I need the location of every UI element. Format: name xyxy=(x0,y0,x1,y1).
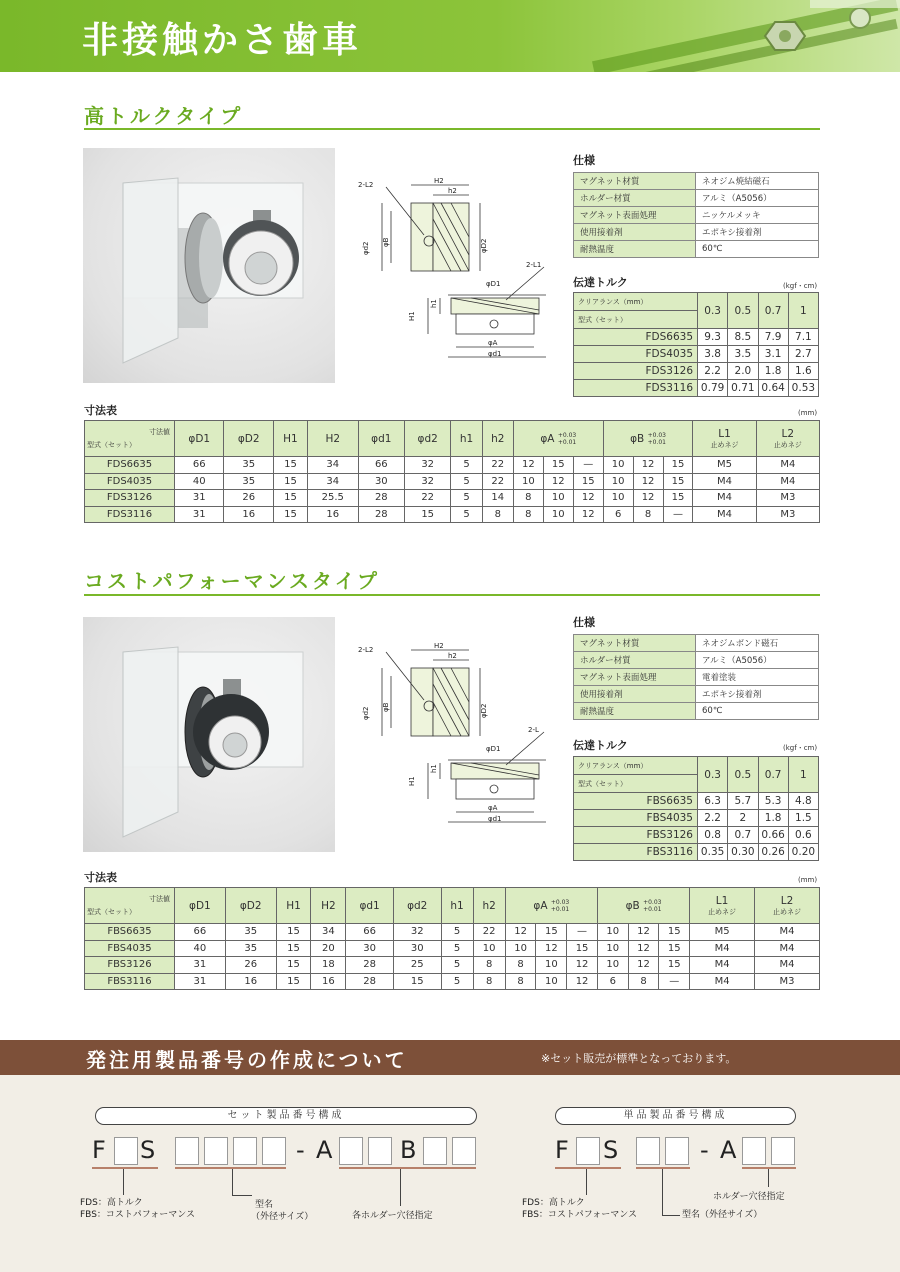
single-code-pill: 単品製品番号構成 xyxy=(555,1107,796,1125)
page-header xyxy=(0,0,900,72)
spec-key: マグネット材質 xyxy=(574,173,696,190)
dims-value-cell: 22 xyxy=(473,924,505,941)
annotation-line xyxy=(123,1169,124,1195)
dims-value-cell: 12 xyxy=(628,924,659,941)
dims-value-cell: 8 xyxy=(505,957,536,974)
dims-row xyxy=(85,457,820,474)
dims-value-cell: 12 xyxy=(628,940,659,957)
dims-value-cell: 34 xyxy=(311,924,346,941)
dims-value-cell: M5 xyxy=(693,457,756,474)
single-annotation-type: FDS：高トルク FBS：コストパフォーマンス xyxy=(522,1198,638,1220)
set-code-F: F xyxy=(92,1136,106,1164)
dims-value-cell: 8 xyxy=(473,973,505,990)
spec-row xyxy=(574,190,819,207)
set-code-box xyxy=(175,1137,199,1165)
dims-value-cell: 12 xyxy=(573,490,603,507)
page-title: 非接触かさ歯車 xyxy=(82,20,363,61)
section-divider xyxy=(84,594,820,596)
torque-clearance: 0.7 xyxy=(758,757,788,793)
dims-value-cell: 16 xyxy=(307,506,358,523)
spec-row xyxy=(574,635,819,652)
torque-clearance: 0.5 xyxy=(728,293,758,329)
dims-value-cell: M4 xyxy=(693,506,756,523)
dims-value-cell: 16 xyxy=(224,506,273,523)
dims-value-cell: 30 xyxy=(358,473,404,490)
spec-key: マグネット表面処理 xyxy=(574,207,696,224)
dims-value-cell: 15 xyxy=(276,957,311,974)
torque-clearance: 1 xyxy=(788,757,818,793)
set-code-B: B xyxy=(400,1136,417,1164)
torque-row: FDS3116 0.79 0.71 0.64 0.53 xyxy=(574,380,819,397)
torque-header-model: 型式（セット） xyxy=(574,775,698,793)
dims-model-cell: FDS4035 xyxy=(85,473,175,490)
set-code-box xyxy=(233,1137,257,1165)
spec-value: 電着塗装 xyxy=(696,669,819,686)
spec-row xyxy=(574,207,819,224)
single-code-box xyxy=(636,1137,660,1165)
spec-table xyxy=(573,634,819,720)
set-code-box xyxy=(339,1137,363,1165)
dims-model-cell: FBS3116 xyxy=(85,973,175,990)
dims-value-cell: 32 xyxy=(405,457,451,474)
dimension-table: 寸法値 型式（セット） φD1 φD2 H1 H2 φd1 φd2 h1 h2 φA +0.03 +0.01 φB +0.03 +0.01 L1 止めネジ L2 止めネジ FBS6635 66 35 15 34 66 32 5 22 12 15 — 10 12 15 M5 M4 FBS4035 40 35 15 20 30 30 5 10 10 12 15 10 12 15 M4 M4 FBS3126 31 26 15 18 28 25 5 8 8 10 12 10 12 15 M4 M4 FBS3116 31 16 15 16 28 15 5 8 8 10 12 6 8 — M4 M3 xyxy=(84,887,820,990)
dims-value-cell: 12 xyxy=(633,490,663,507)
dims-value-cell: 32 xyxy=(393,924,441,941)
dims-value-cell: 26 xyxy=(225,957,276,974)
single-code-F: F xyxy=(555,1136,569,1164)
dims-value-cell: 22 xyxy=(405,490,451,507)
spec-title: 仕様 xyxy=(573,154,595,167)
single-code-box xyxy=(742,1137,766,1165)
dims-value-cell: 5 xyxy=(451,457,482,474)
annotation-line xyxy=(232,1195,252,1196)
dims-value-cell: 15 xyxy=(276,973,311,990)
dims-value-cell: 40 xyxy=(175,940,226,957)
dims-value-cell: 66 xyxy=(358,457,404,474)
dims-row xyxy=(85,924,820,941)
set-code-pill: セット製品番号構成 xyxy=(95,1107,477,1125)
section-title-cost-performance: コストパフォーマンスタイプ xyxy=(84,569,380,593)
spec-key: 耐熱温度 xyxy=(574,703,696,720)
spec-row xyxy=(574,686,819,703)
dims-value-cell: 34 xyxy=(307,457,358,474)
single-code-box xyxy=(576,1137,600,1165)
dims-value-cell: 15 xyxy=(543,457,573,474)
dims-value-cell: 15 xyxy=(273,457,307,474)
dims-value-cell: 31 xyxy=(175,490,224,507)
dims-value-cell: 66 xyxy=(346,924,394,941)
set-annotation-model: 型名 （外径サイズ） xyxy=(251,1200,314,1222)
dims-model-cell: FDS3116 xyxy=(85,506,175,523)
dims-value-cell: 5 xyxy=(451,490,482,507)
spec-row xyxy=(574,703,819,720)
dims-value-cell: 20 xyxy=(311,940,346,957)
dims-value-cell: 10 xyxy=(597,924,628,941)
torque-table xyxy=(573,292,819,397)
dims-value-cell: 15 xyxy=(663,457,693,474)
torque-clearance: 0.3 xyxy=(698,757,728,793)
dims-value-cell: 5 xyxy=(451,506,482,523)
drawing-label-D1: φD1 xyxy=(486,745,501,753)
set-code-box xyxy=(204,1137,228,1165)
spec-key: マグネット表面処理 xyxy=(574,669,696,686)
annotation-line xyxy=(400,1169,401,1206)
dims-value-cell: 10 xyxy=(597,940,628,957)
product-photo xyxy=(83,148,335,383)
order-section-note: ※セット販売が標準となっております。 xyxy=(541,1052,737,1065)
drawing-label-D2: φD2 xyxy=(480,238,488,253)
dims-title: 寸法表 xyxy=(84,871,117,884)
dims-value-cell: — xyxy=(663,506,693,523)
torque-header-clearance: クリアランス（mm） xyxy=(574,293,698,311)
drawing-label-h1: h1 xyxy=(430,299,438,308)
set-annotation-type: FDS：高トルク FBS：コストパフォーマンス xyxy=(80,1198,196,1220)
dims-value-cell: 5 xyxy=(451,473,482,490)
dims-value-cell: 26 xyxy=(224,490,273,507)
dims-value-cell: 15 xyxy=(567,940,598,957)
dims-value-cell: 5 xyxy=(441,973,473,990)
drawing-label-L1: 2-L1 xyxy=(526,261,542,269)
dims-row xyxy=(85,957,820,974)
set-code-underline xyxy=(92,1167,158,1169)
dims-row xyxy=(85,473,820,490)
dims-value-cell: 5 xyxy=(441,924,473,941)
torque-row: FBS4035 2.2 2 1.8 1.5 xyxy=(574,810,819,827)
dims-value-cell: 12 xyxy=(633,457,663,474)
dims-value-cell: 28 xyxy=(346,957,394,974)
dims-value-cell: M4 xyxy=(756,457,819,474)
drawing-label-B: φB xyxy=(382,702,390,712)
dims-value-cell: 31 xyxy=(175,506,224,523)
set-code-box xyxy=(452,1137,476,1165)
drawing-label-B: φB xyxy=(382,237,390,247)
dims-unit: (mm) xyxy=(798,876,818,884)
dims-value-cell: 40 xyxy=(175,473,224,490)
dims-value-cell: 10 xyxy=(543,506,573,523)
dims-value-cell: 25 xyxy=(393,957,441,974)
spec-key: 使用接着剤 xyxy=(574,224,696,241)
dims-value-cell: 8 xyxy=(628,973,659,990)
dims-value-cell: 15 xyxy=(663,490,693,507)
torque-row: FBS3126 0.8 0.7 0.66 0.6 xyxy=(574,827,819,844)
drawing-label-d2: φd2 xyxy=(362,241,370,255)
torque-row: FBS3116 0.35 0.30 0.26 0.20 xyxy=(574,844,819,861)
dims-value-cell: — xyxy=(659,973,690,990)
dims-value-cell: M4 xyxy=(690,973,755,990)
dims-value-cell: 8 xyxy=(482,506,513,523)
dims-value-cell: 12 xyxy=(633,473,663,490)
spec-row xyxy=(574,652,819,669)
dims-value-cell: 30 xyxy=(393,940,441,957)
dims-value-cell: 10 xyxy=(536,957,567,974)
drawing-label-H2: H2 xyxy=(434,642,444,650)
spec-key: マグネット材質 xyxy=(574,635,696,652)
dims-value-cell: 22 xyxy=(482,457,513,474)
dims-value-cell: 28 xyxy=(358,506,404,523)
dims-value-cell: 15 xyxy=(393,973,441,990)
dims-value-cell: — xyxy=(567,924,598,941)
dims-model-cell: FDS6635 xyxy=(85,457,175,474)
set-code-box xyxy=(114,1137,138,1165)
dims-value-cell: 66 xyxy=(175,457,224,474)
annotation-line xyxy=(662,1169,663,1215)
single-code-S: S xyxy=(603,1136,619,1164)
dims-value-cell: 15 xyxy=(276,924,311,941)
dims-corner: 寸法値 型式（セット） xyxy=(85,888,175,924)
dims-value-cell: M3 xyxy=(756,490,819,507)
spec-key: 使用接着剤 xyxy=(574,686,696,703)
dims-value-cell: 10 xyxy=(603,457,633,474)
dims-value-cell: 12 xyxy=(567,957,598,974)
dims-value-cell: 10 xyxy=(543,490,573,507)
set-code-dash: - xyxy=(296,1136,305,1164)
dims-value-cell: 15 xyxy=(405,506,451,523)
dims-value-cell: 5 xyxy=(441,957,473,974)
torque-row: FBS6635 6.3 5.7 5.3 4.8 xyxy=(574,793,819,810)
drawing-label-A: φA xyxy=(488,804,498,812)
dims-value-cell: 15 xyxy=(273,490,307,507)
annotation-line xyxy=(662,1215,680,1216)
spec-value: 60℃ xyxy=(696,241,819,258)
torque-clearance: 0.5 xyxy=(728,757,758,793)
drawing-label-h2: h2 xyxy=(448,187,457,195)
dims-model-cell: FBS6635 xyxy=(85,924,175,941)
single-code-box xyxy=(771,1137,795,1165)
drawing-label-L2: 2-L2 xyxy=(358,646,374,654)
header-gear-image xyxy=(560,0,900,72)
dims-value-cell: 12 xyxy=(573,506,603,523)
dims-value-cell: M4 xyxy=(690,957,755,974)
dims-value-cell: M4 xyxy=(756,473,819,490)
dims-value-cell: 15 xyxy=(659,957,690,974)
spec-key: ホルダー材質 xyxy=(574,190,696,207)
dims-value-cell: 15 xyxy=(663,473,693,490)
dims-row xyxy=(85,490,820,507)
dims-value-cell: 15 xyxy=(573,473,603,490)
dims-value-cell: 14 xyxy=(482,490,513,507)
dimension-drawing xyxy=(356,640,556,850)
drawing-label-D2: φD2 xyxy=(480,703,488,718)
dims-unit: (mm) xyxy=(798,409,818,417)
spec-row xyxy=(574,173,819,190)
dims-value-cell: 31 xyxy=(175,973,226,990)
dims-value-cell: 10 xyxy=(597,957,628,974)
dims-value-cell: 6 xyxy=(597,973,628,990)
set-code-underline xyxy=(175,1167,286,1169)
drawing-label-H2: H2 xyxy=(434,177,444,185)
dims-value-cell: 12 xyxy=(567,973,598,990)
torque-title: 伝達トルク xyxy=(573,739,628,752)
dims-value-cell: 12 xyxy=(513,457,543,474)
dims-value-cell: 15 xyxy=(273,473,307,490)
drawing-label-D1: φD1 xyxy=(486,280,501,288)
dimension-drawing xyxy=(356,175,556,385)
dims-value-cell: 10 xyxy=(603,490,633,507)
dims-row xyxy=(85,940,820,957)
dims-row xyxy=(85,506,820,523)
dims-value-cell: M4 xyxy=(755,957,820,974)
dims-value-cell: 12 xyxy=(543,473,573,490)
dims-value-cell: 12 xyxy=(505,924,536,941)
drawing-label-L2: 2-L2 xyxy=(358,181,374,189)
single-code-dash: - xyxy=(700,1136,709,1164)
dims-value-cell: 35 xyxy=(224,457,273,474)
torque-clearance: 0.7 xyxy=(758,293,788,329)
set-annotation-holder: 各ホルダー穴径指定 xyxy=(352,1211,433,1221)
dims-value-cell: 15 xyxy=(536,924,567,941)
dims-value-cell: 6 xyxy=(603,506,633,523)
dims-title: 寸法表 xyxy=(84,404,117,417)
dims-value-cell: 25.5 xyxy=(307,490,358,507)
order-section-title: 発注用製品番号の作成について xyxy=(86,1048,408,1072)
dims-value-cell: 15 xyxy=(273,506,307,523)
drawing-label-d2: φd2 xyxy=(362,706,370,720)
dims-value-cell: 35 xyxy=(224,473,273,490)
drawing-label-L: 2-L xyxy=(528,726,539,734)
set-code-box xyxy=(368,1137,392,1165)
dims-value-cell: 10 xyxy=(536,973,567,990)
dims-value-cell: 28 xyxy=(346,973,394,990)
set-code-box xyxy=(423,1137,447,1165)
dims-corner: 寸法値 型式（セット） xyxy=(85,421,175,457)
dims-value-cell: 8 xyxy=(513,490,543,507)
single-code-A: A xyxy=(720,1136,737,1164)
torque-row: FDS3126 2.2 2.0 1.8 1.6 xyxy=(574,363,819,380)
dims-value-cell: 8 xyxy=(505,973,536,990)
spec-value: エポキシ接着剤 xyxy=(696,224,819,241)
torque-unit: (kgf・cm) xyxy=(783,282,818,290)
drawing-label-d1: φd1 xyxy=(488,815,502,823)
dims-value-cell: 22 xyxy=(482,473,513,490)
dims-value-cell: 8 xyxy=(633,506,663,523)
dims-value-cell: 8 xyxy=(513,506,543,523)
drawing-label-h1: h1 xyxy=(430,764,438,773)
spec-value: ニッケルメッキ xyxy=(696,207,819,224)
section-divider xyxy=(84,128,820,130)
dims-value-cell: 10 xyxy=(603,473,633,490)
torque-clearance: 1 xyxy=(788,293,818,329)
spec-key: 耐熱温度 xyxy=(574,241,696,258)
spec-value: エポキシ接着剤 xyxy=(696,686,819,703)
spec-value: ネオジム焼結磁石 xyxy=(696,173,819,190)
dims-value-cell: M3 xyxy=(755,973,820,990)
dims-value-cell: 5 xyxy=(441,940,473,957)
dims-value-cell: M4 xyxy=(693,490,756,507)
dims-value-cell: 32 xyxy=(405,473,451,490)
dims-value-cell: M3 xyxy=(756,506,819,523)
dims-value-cell: 16 xyxy=(225,973,276,990)
dims-value-cell: 66 xyxy=(175,924,226,941)
dims-value-cell: 34 xyxy=(307,473,358,490)
dims-value-cell: 12 xyxy=(536,940,567,957)
spec-value: 60℃ xyxy=(696,703,819,720)
torque-unit: (kgf・cm) xyxy=(783,744,818,752)
single-annotation-holder: ホルダー穴径指定 xyxy=(713,1192,785,1202)
dims-value-cell: M4 xyxy=(693,473,756,490)
torque-row: FDS4035 3.8 3.5 3.1 2.7 xyxy=(574,346,819,363)
dims-value-cell: M4 xyxy=(755,924,820,941)
single-code-underline xyxy=(742,1167,796,1169)
dims-value-cell: 31 xyxy=(175,957,226,974)
dims-value-cell: M4 xyxy=(755,940,820,957)
spec-row xyxy=(574,669,819,686)
drawing-label-H1: H1 xyxy=(408,311,416,321)
spec-value: ネオジムボンド磁石 xyxy=(696,635,819,652)
annotation-line xyxy=(586,1169,587,1195)
dims-value-cell: 15 xyxy=(659,924,690,941)
section-title-high-torque: 高トルクタイプ xyxy=(84,104,244,128)
dims-value-cell: 10 xyxy=(513,473,543,490)
dims-value-cell: 12 xyxy=(628,957,659,974)
dims-value-cell: M4 xyxy=(690,940,755,957)
dims-value-cell: 30 xyxy=(346,940,394,957)
single-annotation-model: 型名（外径サイズ） xyxy=(682,1210,763,1220)
dims-value-cell: 15 xyxy=(659,940,690,957)
drawing-label-h2: h2 xyxy=(448,652,457,660)
torque-clearance: 0.3 xyxy=(698,293,728,329)
torque-header-model: 型式（セット） xyxy=(574,311,698,329)
dims-value-cell: 35 xyxy=(225,924,276,941)
spec-row xyxy=(574,241,819,258)
annotation-line xyxy=(232,1169,233,1196)
drawing-label-H1: H1 xyxy=(408,776,416,786)
dims-value-cell: 16 xyxy=(311,973,346,990)
spec-value: アルミ（A5056） xyxy=(696,190,819,207)
dims-value-cell: 15 xyxy=(276,940,311,957)
single-code-underline xyxy=(636,1167,690,1169)
dims-model-cell: FBS4035 xyxy=(85,940,175,957)
dims-row xyxy=(85,973,820,990)
dims-value-cell: — xyxy=(573,457,603,474)
annotation-line xyxy=(768,1169,769,1187)
spec-table xyxy=(573,172,819,258)
set-code-underline xyxy=(339,1167,476,1169)
dims-value-cell: 28 xyxy=(358,490,404,507)
single-code-underline xyxy=(555,1167,621,1169)
set-code-S: S xyxy=(140,1136,156,1164)
spec-value: アルミ（A5056） xyxy=(696,652,819,669)
dims-model-cell: FBS3126 xyxy=(85,957,175,974)
torque-header-clearance: クリアランス（mm） xyxy=(574,757,698,775)
dims-value-cell: 35 xyxy=(225,940,276,957)
torque-title: 伝達トルク xyxy=(573,276,628,289)
spec-key: ホルダー材質 xyxy=(574,652,696,669)
torque-row: FDS6635 9.3 8.5 7.9 7.1 xyxy=(574,329,819,346)
drawing-label-A: φA xyxy=(488,339,498,347)
set-code-box xyxy=(262,1137,286,1165)
drawing-label-d1: φd1 xyxy=(488,350,502,358)
product-photo xyxy=(83,617,335,852)
dims-value-cell: 18 xyxy=(311,957,346,974)
spec-title: 仕様 xyxy=(573,616,595,629)
dims-value-cell: M5 xyxy=(690,924,755,941)
dimension-table: 寸法値 型式（セット） φD1 φD2 H1 H2 φd1 φd2 h1 h2 φA +0.03 +0.01 φB +0.03 +0.01 L1 止めネジ L2 止めネジ FDS6635 66 35 15 34 66 32 5 22 12 15 — 10 12 15 M5 M4 FDS4035 40 35 15 34 30 32 5 22 10 12 15 10 12 15 M4 M4 FDS3126 31 26 15 25.5 28 22 5 14 8 10 12 10 12 15 M4 M3 FDS3116 31 16 15 16 28 15 5 8 8 10 12 6 8 — M4 M3 xyxy=(84,420,820,523)
spec-row xyxy=(574,224,819,241)
dims-model-cell: FDS3126 xyxy=(85,490,175,507)
torque-table xyxy=(573,756,819,861)
dims-value-cell: 8 xyxy=(473,957,505,974)
set-code-A: A xyxy=(316,1136,333,1164)
single-code-box xyxy=(665,1137,689,1165)
dims-value-cell: 10 xyxy=(505,940,536,957)
dims-value-cell: 10 xyxy=(473,940,505,957)
